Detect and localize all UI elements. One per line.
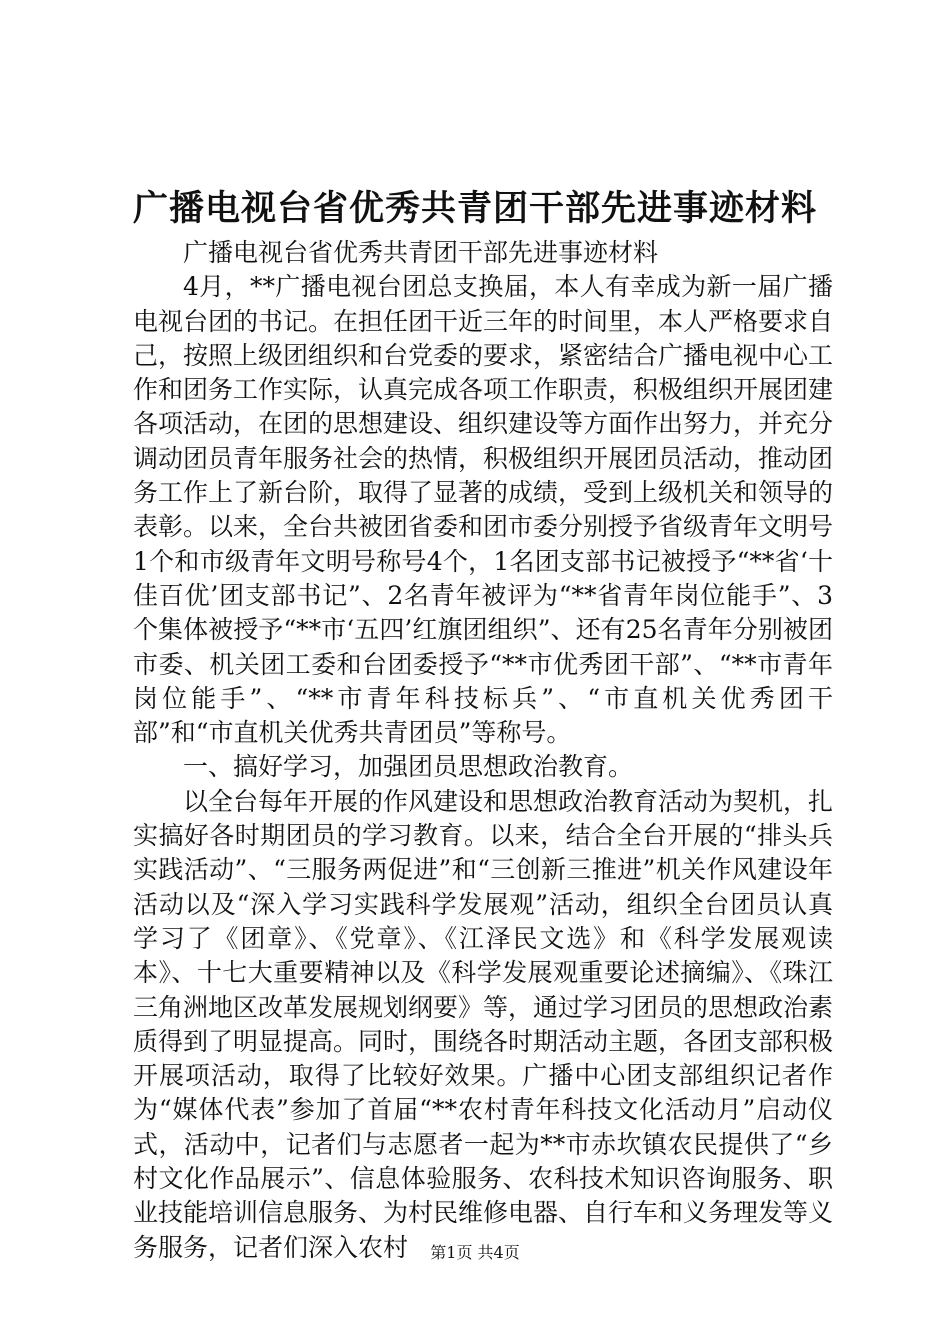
paragraph-study: 以全台每年开展的作风建设和思想政治教育活动为契机，扎实搞好各时期团员的学习教育。以来，结合全台开展的“排头兵实践活动”、“三服务两促进”和“三创新三推进”机关作风建设年活动以及“深入学习实践科学发展观”活动，组织全台团员认真学习了《团章》、《党章》、《江泽民文选》和《科学发展观读本》、十七大重要精神以及《科学发展观重要论述摘编》、《珠江三角洲地区改革发展规划纲要》等，通过学习团员的思想政治素质得到了明显提高。同时，围绕各时期活动主题，各团支部积极开展项活动，取得了比较好效果。广播中心团支部组织记者作为“媒体代表”参加了首届“**农村青年科技文化活动月”启动仪式，活动中，记者们与志愿者一起为**市赤坎镇农民提供了“乡村文化作品展示”、信息体验服务、农科技术知识咨询服务、职业技能培训信息服务、为村民维修电器、自行车和义务理发等义务服务，记者们深入农村: [133, 786, 834, 1262]
section-heading-1: 一、搞好学习，加强团员思想政治教育。: [183, 752, 634, 782]
paragraph-intro: 4月，**广播电视台团总支换届，本人有幸成为新一届广播电视台团的书记。在担任团干近三年的时间里，本人严格要求自己，按照上级团组织和台党委的要求，紧密结合广播电视中心工作和团务工作实际，认真完成各项工作职责，积极组织开展团建各项活动，在团的思想建设、组织建设等方面作出努力，并充分调动团员青年服务社会的热情，积极组织开展团员活动，推动团务工作上了新台阶，取得了显著的成绩，受到上级机关和领导的表彰。以来，全台共被团省委和团市委分别授予省级青年文明号1个和市级青年文明号称号4个，1名团支部书记被授予“**省‘十佳百优’团支部书记”、2名青年被评为“**省青年岗位能手”、3个集体被授予“**市‘五四’红旗团组织”、还有25名青年分别被团市委、机关团工委和台团委授予“**市优秀团干部”、“**市青年岗位能手”、“**市青年科技标兵”、“市直机关优秀团干部”和“市直机关优秀共青团员”等称号。: [133, 272, 834, 748]
paragraph-subtitle: 广播电视台省优秀共青团干部先进事迹材料: [183, 238, 659, 267]
page-footer: 第1页 共4页: [430, 1243, 520, 1262]
document-title: 广播电视台省优秀共青团干部先进事迹材料: [132, 189, 817, 229]
document-body: [133, 236, 833, 1265]
